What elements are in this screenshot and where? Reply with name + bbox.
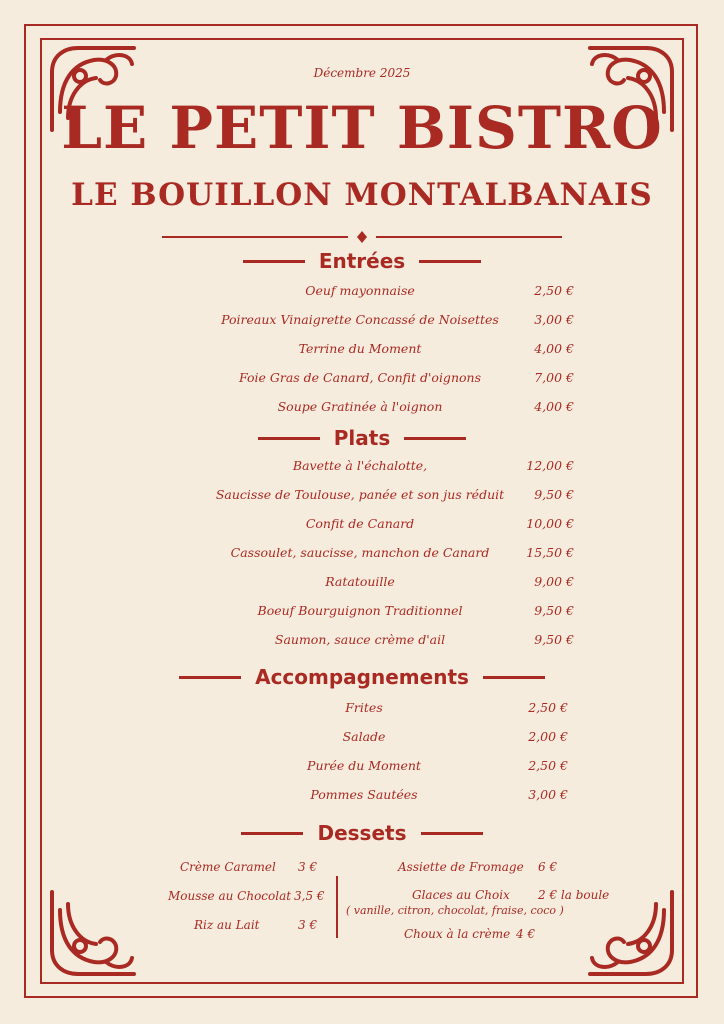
item-name: Ratatouille <box>325 574 395 589</box>
item-name: Pommes Sautées <box>310 787 418 802</box>
item-name: Boeuf Bourguignon Traditionnel <box>257 603 463 618</box>
section-title: Plats <box>333 426 391 450</box>
dessert-price: 3 € <box>298 918 318 932</box>
section-title: Accompagnements <box>255 665 469 689</box>
item-price: 2,00 € <box>528 729 568 744</box>
section-title: Entrées <box>318 249 406 273</box>
item-price: 2,50 € <box>528 700 568 715</box>
menu-date: Décembre 2025 <box>313 66 411 80</box>
item-price: 3,00 € <box>534 312 574 327</box>
restaurant-subtitle: LE BOUILLON MONTALBANAIS <box>71 177 653 213</box>
item-name: Cassoulet, saucisse, manchon de Canard <box>230 545 490 560</box>
section-title: Dessets <box>317 821 407 845</box>
item-price: 9,50 € <box>534 632 574 647</box>
section-rule <box>483 676 545 679</box>
dessert-name: Assiette de Fromage <box>398 860 524 874</box>
item-name: Foie Gras de Canard, Confit d'oignons <box>239 370 481 385</box>
item-price: 12,00 € <box>526 458 574 473</box>
item-price: 7,00 € <box>534 370 574 385</box>
dessert-price: 2 € la boule <box>538 888 610 902</box>
dessert-name: Choux à la crème <box>404 927 511 941</box>
item-price: 2,50 € <box>534 283 574 298</box>
item-price: 10,00 € <box>526 516 574 531</box>
item-price: 4,00 € <box>534 399 574 414</box>
item-price: 4,00 € <box>534 341 574 356</box>
dessert-price: 4 € <box>516 927 536 941</box>
item-name: Bavette à l'échalotte, <box>292 458 428 473</box>
dessert-column-divider <box>336 876 338 938</box>
item-name: Confit de Canard <box>305 516 415 531</box>
item-name: Saucisse de Toulouse, panée et son jus réduit <box>215 487 505 502</box>
item-name: Soupe Gratinée à l'oignon <box>277 399 443 414</box>
dessert-price: 3,5 € <box>294 889 325 903</box>
dessert-name: Riz au Lait <box>194 918 260 932</box>
dessert-note: ( vanille, citron, chocolat, fraise, coco ) <box>346 904 564 917</box>
restaurant-title: LE PETIT BISTRO <box>61 94 663 162</box>
item-name: Salade <box>342 729 386 744</box>
section-rule <box>404 437 466 440</box>
corner-flourish-icon <box>46 888 138 980</box>
dessert-price: 3 € <box>298 860 318 874</box>
item-price: 9,50 € <box>534 487 574 502</box>
dessert-name: Glaces au Choix <box>412 888 510 902</box>
section-rule <box>241 832 303 835</box>
item-price: 3,00 € <box>528 787 568 802</box>
section-rule <box>243 260 305 263</box>
section-header-dessets <box>0 821 724 845</box>
item-name: Saumon, sauce crème d'ail <box>274 632 446 647</box>
item-name: Poireaux Vinaigrette Concassé de Noisettes <box>221 312 499 327</box>
section-rule <box>419 260 481 263</box>
header-divider <box>162 230 562 244</box>
section-header-plats <box>0 426 724 450</box>
section-header-accompagnements <box>0 665 724 689</box>
item-name: Frites <box>345 700 383 715</box>
dessert-name: Crème Caramel <box>180 860 276 874</box>
item-price: 9,50 € <box>534 603 574 618</box>
section-rule <box>421 832 483 835</box>
item-name: Purée du Moment <box>307 758 421 773</box>
section-rule <box>179 676 241 679</box>
item-name: Terrine du Moment <box>298 341 422 356</box>
item-price: 15,50 € <box>526 545 574 560</box>
dessert-name: Mousse au Chocolat <box>168 889 292 903</box>
dessert-price: 6 € <box>538 860 558 874</box>
item-price: 2,50 € <box>528 758 568 773</box>
section-rule <box>258 437 320 440</box>
section-header-entrees <box>0 249 724 273</box>
item-price: 9,00 € <box>534 574 574 589</box>
item-name: Oeuf mayonnaise <box>305 283 415 298</box>
